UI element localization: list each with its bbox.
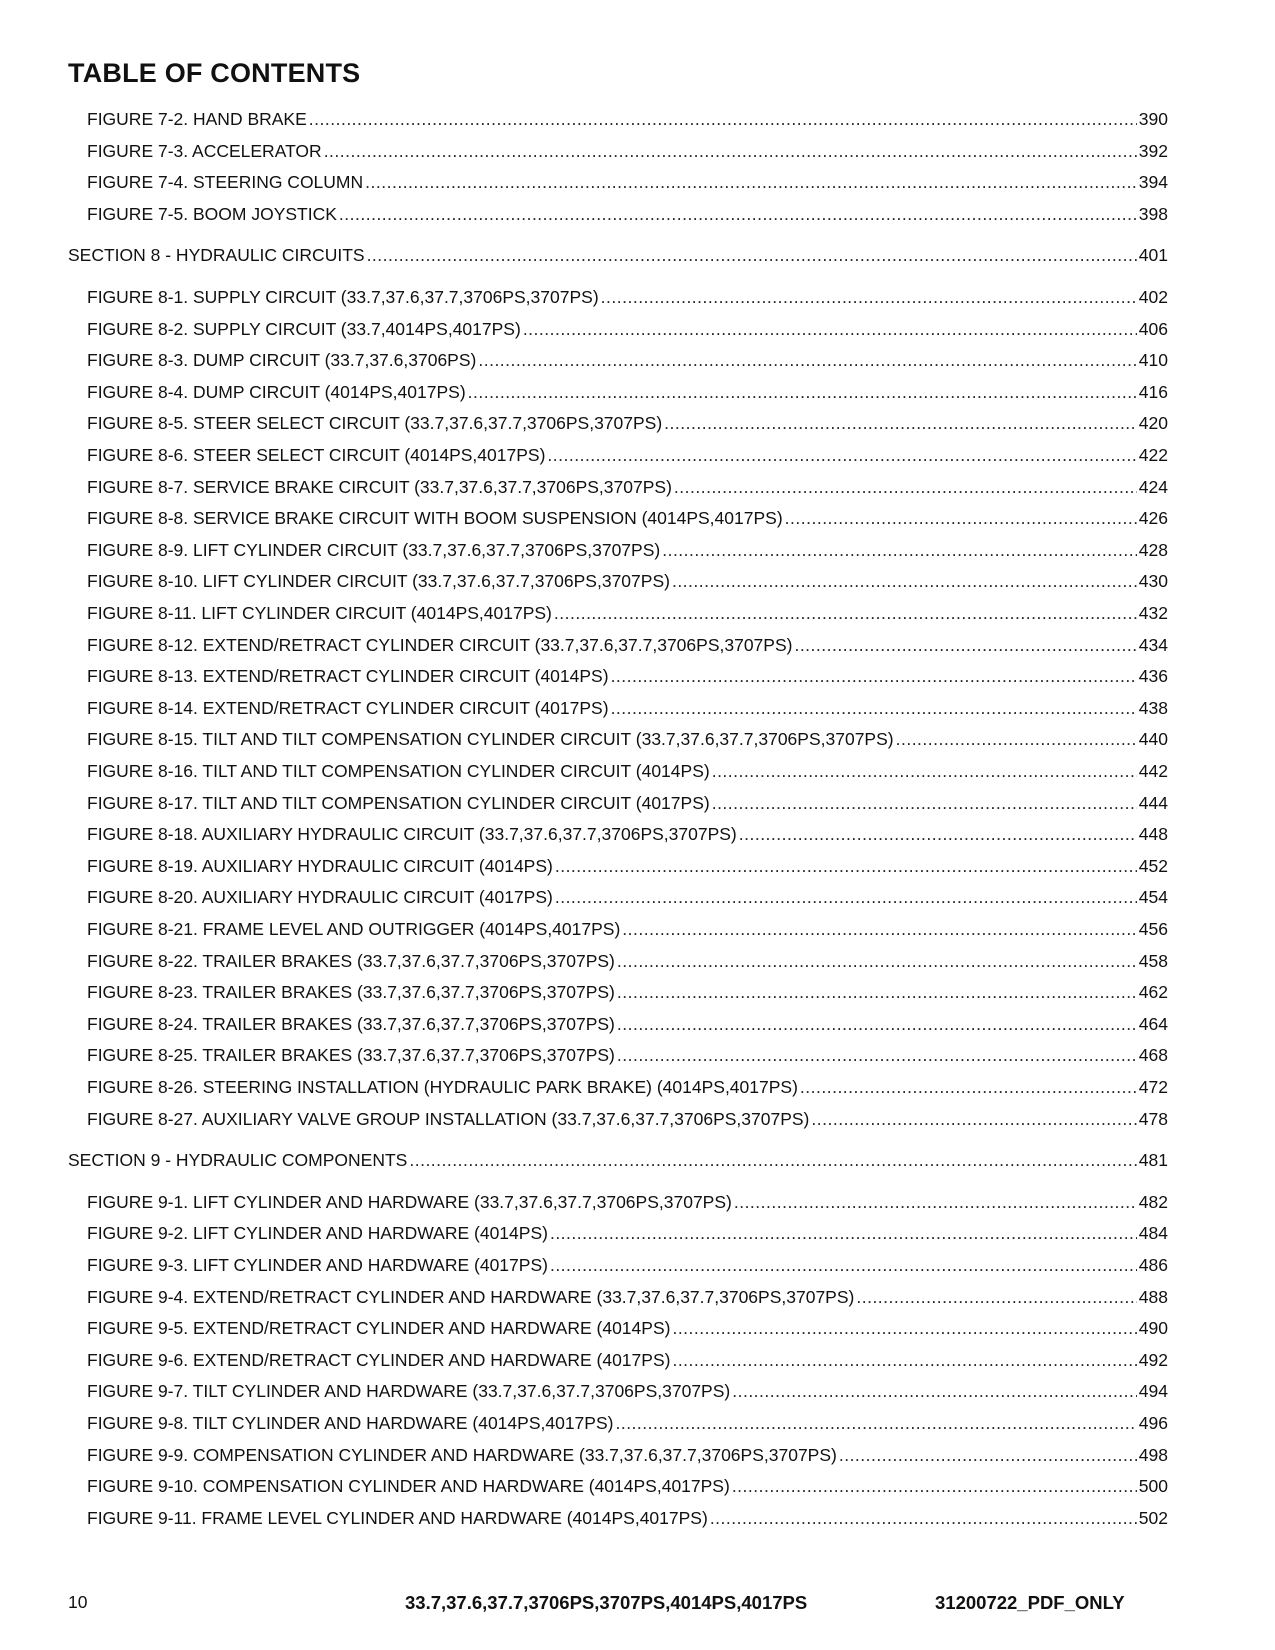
toc-leader-dots: [367, 244, 1137, 266]
toc-leader-dots: [601, 286, 1137, 308]
toc-leader-dots: [896, 728, 1137, 750]
toc-leader-dots: [672, 1349, 1136, 1371]
toc-entry-page-number: 486: [1138, 1255, 1168, 1275]
toc-entry-page-number: 500: [1138, 1476, 1168, 1497]
toc-entry-label: FIGURE 7-5. BOOM JOYSTICK: [87, 203, 337, 224]
toc-entry-label: FIGURE 9-2. LIFT CYLINDER AND HARDWARE (4014PS): [87, 1223, 548, 1244]
toc-figure-entry[interactable]: [87, 1349, 1168, 1371]
toc-figure-entry[interactable]: [87, 602, 1168, 624]
toc-leader-dots: [664, 412, 1137, 434]
toc-leader-dots: [617, 981, 1137, 1003]
toc-leader-dots: [550, 1254, 1137, 1276]
toc-figure-entry[interactable]: [87, 634, 1168, 656]
toc-entry-label: FIGURE 8-16. TILT AND TILT COMPENSATION CYLINDER CIRCUIT (4014PS): [87, 761, 710, 781]
toc-figure-entry[interactable]: [87, 1380, 1168, 1402]
toc-leader-dots: [732, 1475, 1137, 1497]
toc-entry-label: FIGURE 8-12. EXTEND/RETRACT CYLINDER CIRCUIT (33.7,37.6,37.7,3706PS,3707PS): [87, 634, 793, 655]
toc-leader-dots: [712, 760, 1137, 782]
toc-entry-page-number: 496: [1138, 1413, 1168, 1433]
toc-leader-dots: [672, 570, 1137, 592]
toc-entry-label: FIGURE 8-7. SERVICE BRAKE CIRCUIT (33.7,37.6,37.7,3706PS,3707PS): [87, 476, 672, 497]
toc-figure-entry[interactable]: [87, 444, 1168, 466]
toc-entry-page-number: 430: [1138, 571, 1168, 592]
footer-models: 33.7,37.6,37.7,3706PS,3707PS,4014PS,4017PS: [405, 1592, 808, 1613]
toc-entry-label: FIGURE 8-24. TRAILER BRAKES (33.7,37.6,37.7,3706PS,3707PS): [87, 1013, 615, 1034]
toc-entry-page-number: 462: [1138, 982, 1168, 1003]
toc-entry-page-number: 434: [1138, 634, 1168, 655]
toc-leader-dots: [672, 1317, 1136, 1339]
toc-leader-dots: [409, 1149, 1136, 1171]
toc-entry-label: FIGURE 9-7. TILT CYLINDER AND HARDWARE (33.7,37.6,37.7,3706PS,3707PS): [87, 1381, 731, 1402]
toc-figure-entry[interactable]: [87, 1191, 1168, 1213]
toc-leader-dots: [794, 634, 1136, 656]
toc-entry-page-number: 452: [1138, 855, 1168, 876]
toc-leader-dots: [811, 1108, 1136, 1130]
toc-entry-page-number: 398: [1138, 203, 1168, 224]
toc-figure-entry[interactable]: [87, 349, 1168, 371]
toc-entry-page-number: 406: [1138, 318, 1168, 339]
toc-entry-page-number: 432: [1138, 603, 1168, 623]
toc-entry-label: FIGURE 8-20. AUXILIARY HYDRAULIC CIRCUIT (4017PS): [87, 887, 553, 908]
toc-entry-page-number: 392: [1138, 140, 1168, 161]
toc-entry-page-number: 494: [1138, 1381, 1168, 1402]
toc-figure-entry[interactable]: [87, 855, 1168, 877]
toc-entry-page-number: 444: [1138, 792, 1168, 813]
toc-leader-dots: [800, 1076, 1137, 1098]
toc-leader-dots: [674, 476, 1137, 498]
toc-figure-entry[interactable]: [87, 286, 1168, 308]
toc-figure-entry[interactable]: [87, 918, 1168, 940]
toc-leader-dots: [712, 792, 1137, 814]
toc-entry-label: FIGURE 8-15. TILT AND TILT COMPENSATION CYLINDER CIRCUIT (33.7,37.6,37.7,3706PS,3707PS): [87, 729, 894, 750]
toc-entry-label: FIGURE 8-10. LIFT CYLINDER CIRCUIT (33.7,37.6,37.7,3706PS,3707PS): [87, 571, 670, 592]
toc-entry-label: FIGURE 8-2. SUPPLY CIRCUIT (33.7,4014PS,4017PS): [87, 318, 521, 339]
toc-figure-entry[interactable]: [87, 728, 1168, 750]
toc-entry-label: FIGURE 8-18. AUXILIARY HYDRAULIC CIRCUIT (33.7,37.6,37.7,3706PS,3707PS): [87, 824, 737, 845]
toc-leader-dots: [550, 1222, 1137, 1244]
toc-figure-entry[interactable]: [87, 412, 1168, 434]
toc-entry-page-number: 422: [1138, 445, 1168, 465]
toc-leader-dots: [523, 318, 1137, 340]
toc-entry-label: FIGURE 8-14. EXTEND/RETRACT CYLINDER CIRCUIT (4017PS): [87, 697, 609, 718]
toc-entry-page-number: 428: [1138, 539, 1168, 560]
toc-leader-dots: [622, 918, 1137, 940]
toc-figure-entry[interactable]: [87, 1507, 1168, 1529]
toc-entry-label: FIGURE 8-9. LIFT CYLINDER CIRCUIT (33.7,37.6,37.7,3706PS,3707PS): [87, 539, 661, 560]
toc-figure-entry[interactable]: [87, 1444, 1168, 1466]
toc-entry-label: SECTION 8 - HYDRAULIC CIRCUITS: [68, 245, 365, 266]
toc-entry-label: FIGURE 8-1. SUPPLY CIRCUIT (33.7,37.6,37.7,3706PS,3707PS): [87, 287, 599, 307]
toc-entry-page-number: 498: [1138, 1444, 1168, 1465]
toc-entry-page-number: 426: [1138, 508, 1168, 529]
toc-figure-entry[interactable]: [87, 697, 1168, 719]
toc-figure-entry[interactable]: [87, 950, 1168, 972]
toc-leader-dots: [856, 1286, 1136, 1308]
toc-leader-dots: [615, 1412, 1136, 1434]
toc-leader-dots: [547, 444, 1136, 466]
toc-figure-entry[interactable]: [87, 1222, 1168, 1244]
toc-entry-page-number: 478: [1138, 1108, 1168, 1129]
toc-entry-page-number: 458: [1138, 950, 1168, 971]
page-title: TABLE OF CONTENTS: [68, 58, 361, 88]
toc-leader-dots: [617, 950, 1137, 972]
toc-leader-dots: [617, 1013, 1137, 1035]
toc-figure-entry[interactable]: [87, 1475, 1168, 1497]
toc-entry-label: FIGURE 8-6. STEER SELECT CIRCUIT (4014PS,4017PS): [87, 445, 546, 465]
toc-figure-entry[interactable]: [87, 1013, 1168, 1035]
toc-leader-dots: [555, 855, 1137, 877]
toc-entry-label: FIGURE 8-4. DUMP CIRCUIT (4014PS,4017PS): [87, 381, 466, 402]
toc-leader-dots: [739, 823, 1137, 845]
toc-entry-page-number: 454: [1138, 887, 1168, 908]
toc-figure-entry[interactable]: [87, 570, 1168, 592]
toc-figure-entry[interactable]: [87, 476, 1168, 498]
toc-section-entry[interactable]: [68, 1149, 1168, 1171]
toc-figure-entry[interactable]: [87, 886, 1168, 908]
toc-figure-entry[interactable]: [87, 381, 1168, 403]
toc-leader-dots: [785, 507, 1137, 529]
toc-leader-dots: [617, 1044, 1137, 1066]
toc-figure-entry[interactable]: [87, 1076, 1168, 1098]
toc-entry-label: FIGURE 8-26. STEERING INSTALLATION (HYDRAULIC PARK BRAKE) (4014PS,4017PS): [87, 1077, 798, 1097]
toc-entry-label: FIGURE 8-8. SERVICE BRAKE CIRCUIT WITH BOOM SUSPENSION (4014PS,4017PS): [87, 508, 783, 529]
toc-entry-label: FIGURE 7-4. STEERING COLUMN: [87, 172, 364, 193]
toc-leader-dots: [611, 697, 1137, 719]
toc-leader-dots: [710, 1507, 1137, 1529]
toc-entry-page-number: 464: [1138, 1013, 1168, 1034]
toc-entry-label: FIGURE 8-13. EXTEND/RETRACT CYLINDER CIRCUIT (4014PS): [87, 666, 609, 687]
toc-entry-page-number: 402: [1138, 287, 1168, 307]
toc-entry-page-number: 442: [1138, 761, 1168, 781]
toc-entry-page-number: 448: [1138, 824, 1168, 845]
toc-entry-label: FIGURE 9-10. COMPENSATION CYLINDER AND HARDWARE (4014PS,4017PS): [87, 1476, 730, 1497]
toc-leader-dots: [339, 203, 1137, 225]
toc-leader-dots: [309, 108, 1137, 130]
toc-leader-dots: [611, 665, 1137, 687]
toc-entry-label: FIGURE 8-23. TRAILER BRAKES (33.7,37.6,37.7,3706PS,3707PS): [87, 982, 615, 1003]
toc-entry-label: FIGURE 8-17. TILT AND TILT COMPENSATION CYLINDER CIRCUIT (4017PS): [87, 792, 710, 813]
toc-entry-page-number: 456: [1138, 919, 1168, 939]
toc-entry-label: FIGURE 8-22. TRAILER BRAKES (33.7,37.6,37.7,3706PS,3707PS): [87, 950, 615, 971]
toc-leader-dots: [734, 1191, 1137, 1213]
toc-figure-entry[interactable]: [87, 171, 1168, 193]
toc-entry-page-number: 482: [1138, 1191, 1168, 1212]
toc-figure-entry[interactable]: [87, 1254, 1168, 1276]
toc-entry-label: FIGURE 9-8. TILT CYLINDER AND HARDWARE (4014PS,4017PS): [87, 1413, 614, 1433]
toc-leader-dots: [478, 349, 1136, 371]
toc-figure-entry[interactable]: [87, 108, 1168, 130]
toc-leader-dots: [839, 1444, 1137, 1466]
toc-figure-entry[interactable]: [87, 665, 1168, 687]
toc-entry-page-number: 484: [1138, 1223, 1168, 1244]
toc-figure-entry[interactable]: [87, 1108, 1168, 1130]
toc-entry-page-number: 410: [1138, 350, 1168, 371]
toc-entry-label: FIGURE 8-11. LIFT CYLINDER CIRCUIT (4014PS,4017PS): [87, 603, 552, 623]
toc-entry-page-number: 390: [1138, 109, 1168, 129]
toc-figure-entry[interactable]: [87, 1286, 1168, 1308]
toc-entry-label: FIGURE 8-3. DUMP CIRCUIT (33.7,37.6,3706PS): [87, 350, 477, 371]
toc-entry-page-number: 492: [1138, 1349, 1168, 1370]
toc-entry-label: FIGURE 9-9. COMPENSATION CYLINDER AND HARDWARE (33.7,37.6,37.7,3706PS,3707PS): [87, 1444, 837, 1465]
toc-figure-entry[interactable]: [87, 507, 1168, 529]
toc-entry-label: FIGURE 8-5. STEER SELECT CIRCUIT (33.7,37.6,37.7,3706PS,3707PS): [87, 413, 663, 434]
toc-entry-label: FIGURE 9-11. FRAME LEVEL CYLINDER AND HARDWARE (4014PS,4017PS): [87, 1507, 708, 1528]
toc-leader-dots: [662, 539, 1137, 561]
toc-entry-label: FIGURE 9-1. LIFT CYLINDER AND HARDWARE (33.7,37.6,37.7,3706PS,3707PS): [87, 1191, 732, 1212]
footer-document-id: 31200722_PDF_ONLY: [935, 1592, 1125, 1613]
toc-entry-label: SECTION 9 - HYDRAULIC COMPONENTS: [68, 1150, 408, 1171]
toc-leader-dots: [468, 381, 1137, 403]
toc-figure-entry[interactable]: [87, 1412, 1168, 1434]
footer-page-number: 10: [68, 1592, 88, 1612]
toc-entry-page-number: 440: [1138, 729, 1168, 750]
toc-entry-label: FIGURE 9-5. EXTEND/RETRACT CYLINDER AND HARDWARE (4014PS): [87, 1318, 671, 1339]
toc-entry-page-number: 416: [1138, 381, 1168, 402]
toc-entry-label: FIGURE 8-21. FRAME LEVEL AND OUTRIGGER (4014PS,4017PS): [87, 919, 621, 939]
toc-figure-entry[interactable]: [87, 760, 1168, 782]
toc-leader-dots: [555, 886, 1137, 908]
toc-entry-label: FIGURE 8-27. AUXILIARY VALVE GROUP INSTALLATION (33.7,37.6,37.7,3706PS,3707PS): [87, 1108, 810, 1129]
toc-entry-label: FIGURE 9-4. EXTEND/RETRACT CYLINDER AND HARDWARE (33.7,37.6,37.7,3706PS,3707PS): [87, 1286, 855, 1307]
toc-leader-dots: [732, 1380, 1137, 1402]
toc-entry-page-number: 472: [1138, 1077, 1168, 1097]
toc-entry-page-number: 420: [1138, 413, 1168, 434]
toc-entry-page-number: 394: [1138, 172, 1168, 193]
toc-entry-label: FIGURE 7-2. HAND BRAKE: [87, 109, 307, 129]
toc-figure-entry[interactable]: [87, 539, 1168, 561]
toc-entry-page-number: 401: [1138, 245, 1168, 266]
toc-figure-entry[interactable]: [87, 1044, 1168, 1066]
toc-leader-dots: [554, 602, 1137, 624]
toc-entry-label: FIGURE 9-6. EXTEND/RETRACT CYLINDER AND HARDWARE (4017PS): [87, 1349, 671, 1370]
toc-figure-entry[interactable]: [87, 203, 1168, 225]
toc-leader-dots: [365, 171, 1137, 193]
toc-figure-entry[interactable]: [87, 981, 1168, 1003]
toc-leader-dots: [324, 140, 1137, 162]
toc-entry-page-number: 488: [1138, 1286, 1168, 1307]
toc-entry-label: FIGURE 8-19. AUXILIARY HYDRAULIC CIRCUIT (4014PS): [87, 855, 553, 876]
toc-entry-page-number: 436: [1138, 666, 1168, 687]
toc-figure-entry[interactable]: [87, 1317, 1168, 1339]
toc-figure-entry[interactable]: [87, 318, 1168, 340]
toc-entry-label: FIGURE 8-25. TRAILER BRAKES (33.7,37.6,37.7,3706PS,3707PS): [87, 1045, 615, 1066]
toc-figure-entry[interactable]: [87, 140, 1168, 162]
toc-figure-entry[interactable]: [87, 823, 1168, 845]
toc-entry-page-number: 468: [1138, 1045, 1168, 1066]
toc-entry-page-number: 490: [1138, 1318, 1168, 1339]
toc-figure-entry[interactable]: [87, 792, 1168, 814]
toc-entry-page-number: 502: [1138, 1507, 1168, 1528]
toc-entry-label: FIGURE 9-3. LIFT CYLINDER AND HARDWARE (4017PS): [87, 1255, 548, 1275]
toc-entry-label: FIGURE 7-3. ACCELERATOR: [87, 140, 322, 161]
toc-entry-page-number: 424: [1138, 476, 1168, 497]
toc-section-entry[interactable]: [68, 244, 1168, 266]
toc-entry-page-number: 438: [1138, 697, 1168, 718]
toc-entry-page-number: 481: [1138, 1150, 1168, 1171]
